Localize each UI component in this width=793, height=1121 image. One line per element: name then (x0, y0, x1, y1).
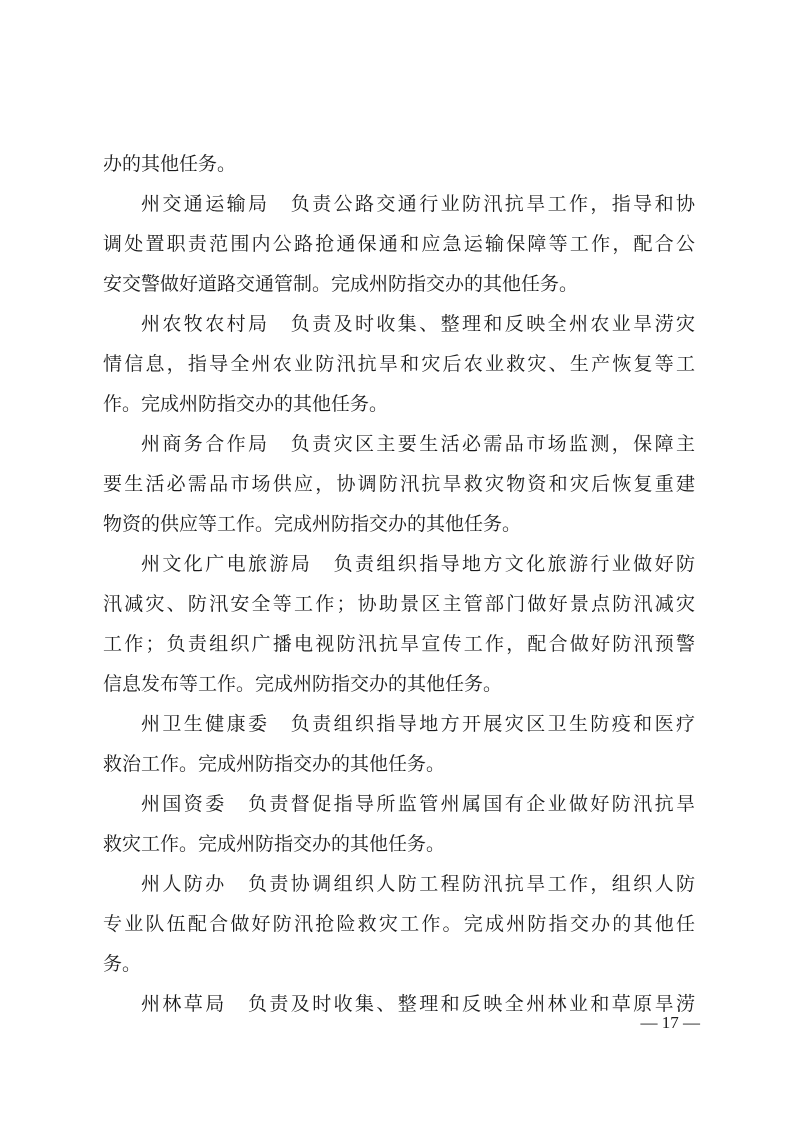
paragraph-first-line: 州林草局 负责及时收集、整理和反映全州林业和草原旱涝 (141, 993, 695, 1015)
text-line: 务。 (103, 953, 142, 975)
paragraph-first-line: 州文化广电旅游局 负责组织指导地方文化旅游行业做好防 (141, 553, 695, 575)
text-line: 汛减灾、防汛安全等工作；协助景区主管部门做好景点防汛减灾 (103, 593, 695, 615)
text-line: 物资的供应等工作。完成州防指交办的其他任务。 (103, 513, 522, 535)
text-line: 专业队伍配合做好防汛抢险救灾工作。完成州防指交办的其他任 (103, 913, 695, 935)
paragraph-first-line: 州农牧农村局 负责及时收集、整理和反映全州农业旱涝灾 (141, 313, 695, 335)
text-line: 要生活必需品市场供应，协调防汛抗旱救灾物资和灾后恢复重建 (103, 473, 695, 495)
text-line: 安交警做好道路交通管制。完成州防指交办的其他任务。 (103, 273, 579, 295)
text-line: 情信息，指导全州农业防汛抗旱和灾后农业救灾、生产恢复等工 (103, 353, 695, 375)
text-line: 救治工作。完成州防指交办的其他任务。 (103, 753, 446, 775)
paragraph-first-line: 州国资委 负责督促指导所监管州属国有企业做好防汛抗旱 (141, 793, 695, 815)
text-line: 工作；负责组织广播电视防汛抗旱宣传工作，配合做好防汛预警 (103, 633, 695, 655)
text-line: 信息发布等工作。完成州防指交办的其他任务。 (103, 673, 503, 695)
text-line: 救灾工作。完成州防指交办的其他任务。 (103, 833, 446, 855)
paragraph-first-line: 州人防办 负责协调组织人防工程防汛抗旱工作，组织人防 (141, 873, 695, 895)
text-line: 调处置职责范围内公路抢通保通和应急运输保障等工作，配合公 (103, 233, 695, 255)
paragraph-first-line: 州商务合作局 负责灾区主要生活必需品市场监测，保障主 (141, 433, 695, 455)
page-number: — 17 — (640, 1013, 700, 1032)
paragraph-first-line: 州卫生健康委 负责组织指导地方开展灾区卫生防疫和医疗 (141, 713, 695, 735)
text-line: 作。完成州防指交办的其他任务。 (103, 393, 389, 415)
paragraph-first-line: 州交通运输局 负责公路交通行业防汛抗旱工作，指导和协 (141, 193, 695, 215)
text-line: 办的其他任务。 (103, 153, 237, 175)
